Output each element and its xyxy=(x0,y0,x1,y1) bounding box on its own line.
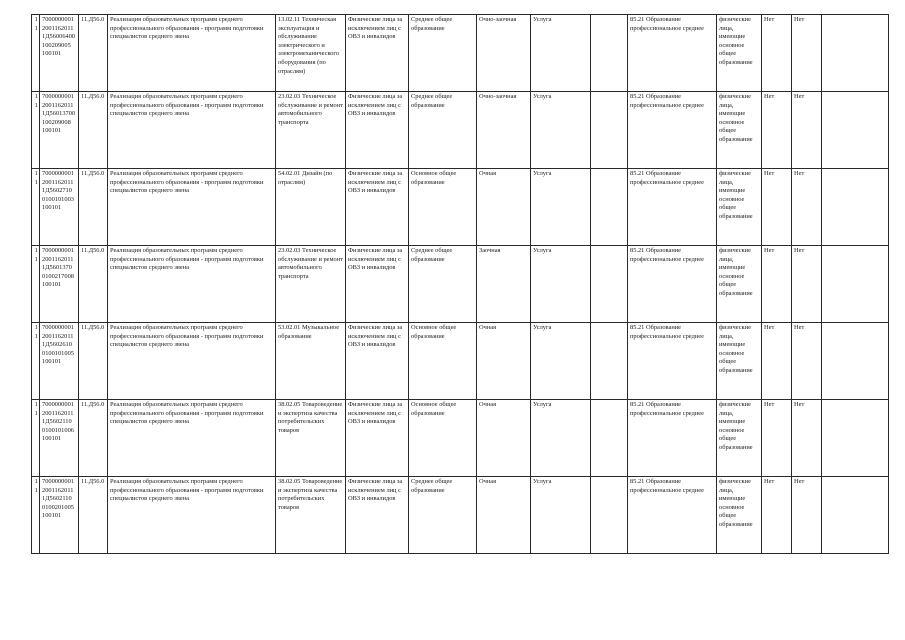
service-code: 11.Д56.0 xyxy=(79,246,108,323)
empty-cell xyxy=(822,169,889,246)
table-row xyxy=(32,246,889,323)
empty-cell xyxy=(591,169,628,246)
row-number: 11 xyxy=(32,246,40,323)
okved-code: 85.21 Образование профессиональное среднее xyxy=(628,92,717,169)
service-type: Услуга xyxy=(531,323,591,400)
flag-1: Нет xyxy=(762,323,792,400)
service-code: 11.Д56.0 xyxy=(79,477,108,554)
education-base: Среднее общее образование xyxy=(409,477,477,554)
empty-cell xyxy=(591,246,628,323)
flag-2: Нет xyxy=(792,15,822,92)
flag-1: Нет xyxy=(762,246,792,323)
registry-code: 7000000001 2001162011 1Д5601370 0100217008 100101 xyxy=(40,246,79,323)
specialty: 54.02.01 Дизайн (по отраслям) xyxy=(276,169,346,246)
specialty: 23.02.03 Техническое обслуживание и ремонт автомобильного транспорта xyxy=(276,92,346,169)
empty-cell xyxy=(822,246,889,323)
service-name: Реализация образовательных программ среднего профессионального образования - программ подготовки специалистов среднего звена xyxy=(108,246,276,323)
service-name: Реализация образовательных программ среднего профессионального образования - программ подготовки специалистов среднего звена xyxy=(108,15,276,92)
specialty: 13.02.11 Техническая эксплуатация и обслуживание электрического и электромеханического оборудования (по отраслям) xyxy=(276,15,346,92)
consumers: физические лица, имеющие основное общее образование xyxy=(717,323,762,400)
table-body xyxy=(32,15,889,554)
services-registry-table xyxy=(31,14,889,554)
consumers: физические лица, имеющие основное общее образование xyxy=(717,169,762,246)
service-name: Реализация образовательных программ среднего профессионального образования - программ подготовки специалистов среднего звена xyxy=(108,400,276,477)
okved-code: 85.21 Образование профессиональное среднее xyxy=(628,15,717,92)
service-name: Реализация образовательных программ среднего профессионального образования - программ подготовки специалистов среднего звена xyxy=(108,169,276,246)
flag-1: Нет xyxy=(762,400,792,477)
consumers: физические лица, имеющие основное общее образование xyxy=(717,15,762,92)
empty-cell xyxy=(591,323,628,400)
empty-cell xyxy=(591,477,628,554)
service-name: Реализация образовательных программ среднего профессионального образования - программ подготовки специалистов среднего звена xyxy=(108,323,276,400)
education-base: Основное общее образование xyxy=(409,169,477,246)
table-row xyxy=(32,169,889,246)
flag-2: Нет xyxy=(792,92,822,169)
specialty: 38.02.05 Товароведение и экспертиза качества потребительских товаров xyxy=(276,477,346,554)
flag-1: Нет xyxy=(762,92,792,169)
row-number: 11 xyxy=(32,477,40,554)
registry-code: 7000000001 2001162011 1Д5602110 0100201005 100101 xyxy=(40,477,79,554)
flag-1: Нет xyxy=(762,477,792,554)
study-form: Заочная xyxy=(477,246,531,323)
registry-code: 7000000001 2001162011 1Д5602110 0100101006 100101 xyxy=(40,400,79,477)
flag-2: Нет xyxy=(792,477,822,554)
empty-cell xyxy=(822,92,889,169)
service-type: Услуга xyxy=(531,400,591,477)
okved-code: 85.21 Образование профессиональное среднее xyxy=(628,477,717,554)
study-form: Очная xyxy=(477,169,531,246)
study-form: Очно-заочная xyxy=(477,92,531,169)
table-row xyxy=(32,477,889,554)
flag-2: Нет xyxy=(792,169,822,246)
consumer-category: Физические лица за исключением лиц с ОВЗ и инвалидов xyxy=(346,246,409,323)
empty-cell xyxy=(822,323,889,400)
service-code: 11.Д56.0 xyxy=(79,92,108,169)
flag-2: Нет xyxy=(792,400,822,477)
consumers: физические лица, имеющие основное общее образование xyxy=(717,92,762,169)
specialty: 38.02.05 Товароведение и экспертиза качества потребительских товаров xyxy=(276,400,346,477)
flag-1: Нет xyxy=(762,169,792,246)
service-name: Реализация образовательных программ среднего профессионального образования - программ подготовки специалистов среднего звена xyxy=(108,92,276,169)
empty-cell xyxy=(591,92,628,169)
consumer-category: Физические лица за исключением лиц с ОВЗ и инвалидов xyxy=(346,323,409,400)
consumers: физические лица, имеющие основное общее образование xyxy=(717,400,762,477)
empty-cell xyxy=(822,15,889,92)
service-type: Услуга xyxy=(531,246,591,323)
service-type: Услуга xyxy=(531,15,591,92)
service-name: Реализация образовательных программ среднего профессионального образования - программ подготовки специалистов среднего звена xyxy=(108,477,276,554)
consumer-category: Физические лица за исключением лиц с ОВЗ и инвалидов xyxy=(346,477,409,554)
flag-1: Нет xyxy=(762,15,792,92)
okved-code: 85.21 Образование профессиональное среднее xyxy=(628,323,717,400)
row-number: 11 xyxy=(32,15,40,92)
education-base: Среднее общее образование xyxy=(409,15,477,92)
registry-code: 7000000001 2001162011 1Д5602610 0100101005 100101 xyxy=(40,323,79,400)
consumer-category: Физические лица за исключением лиц с ОВЗ и инвалидов xyxy=(346,400,409,477)
specialty: 53.02.01 Музыкальное образование xyxy=(276,323,346,400)
education-base: Основное общее образование xyxy=(409,323,477,400)
education-base: Среднее общее образование xyxy=(409,92,477,169)
service-code: 11.Д56.0 xyxy=(79,400,108,477)
registry-code: 7000000001 2001162011 1Д56013700100209008 100101 xyxy=(40,92,79,169)
service-type: Услуга xyxy=(531,92,591,169)
study-form: Очно-заочная xyxy=(477,15,531,92)
service-code: 11.Д56.0 xyxy=(79,15,108,92)
service-code: 11.Д56.0 xyxy=(79,169,108,246)
empty-cell xyxy=(822,400,889,477)
consumers: физические лица, имеющие основное общее образование xyxy=(717,477,762,554)
flag-2: Нет xyxy=(792,323,822,400)
okved-code: 85.21 Образование профессиональное среднее xyxy=(628,169,717,246)
row-number: 11 xyxy=(32,323,40,400)
registry-code: 7000000001 2001162011 1Д56006400100209005 100101 xyxy=(40,15,79,92)
study-form: Очная xyxy=(477,477,531,554)
consumers: физические лица, имеющие основное общее образование xyxy=(717,246,762,323)
study-form: Очная xyxy=(477,400,531,477)
registry-code: 7000000001 2001162011 1Д5602710 0100101003 100101 xyxy=(40,169,79,246)
service-type: Услуга xyxy=(531,477,591,554)
consumer-category: Физические лица за исключением лиц с ОВЗ и инвалидов xyxy=(346,92,409,169)
row-number: 11 xyxy=(32,169,40,246)
consumer-category: Физические лица за исключением лиц с ОВЗ и инвалидов xyxy=(346,169,409,246)
flag-2: Нет xyxy=(792,246,822,323)
table-row xyxy=(32,92,889,169)
row-number: 11 xyxy=(32,92,40,169)
specialty: 23.02.03 Техническое обслуживание и ремонт автомобильного транспорта xyxy=(276,246,346,323)
table-row xyxy=(32,400,889,477)
consumer-category: Физические лица за исключением лиц с ОВЗ и инвалидов xyxy=(346,15,409,92)
study-form: Очная xyxy=(477,323,531,400)
row-number: 11 xyxy=(32,400,40,477)
empty-cell xyxy=(591,400,628,477)
okved-code: 85.21 Образование профессиональное среднее xyxy=(628,246,717,323)
table-row xyxy=(32,323,889,400)
education-base: Среднее общее образование xyxy=(409,246,477,323)
education-base: Основное общее образование xyxy=(409,400,477,477)
empty-cell xyxy=(822,477,889,554)
empty-cell xyxy=(591,15,628,92)
service-code: 11.Д56.0 xyxy=(79,323,108,400)
okved-code: 85.21 Образование профессиональное среднее xyxy=(628,400,717,477)
table-row xyxy=(32,15,889,92)
service-type: Услуга xyxy=(531,169,591,246)
